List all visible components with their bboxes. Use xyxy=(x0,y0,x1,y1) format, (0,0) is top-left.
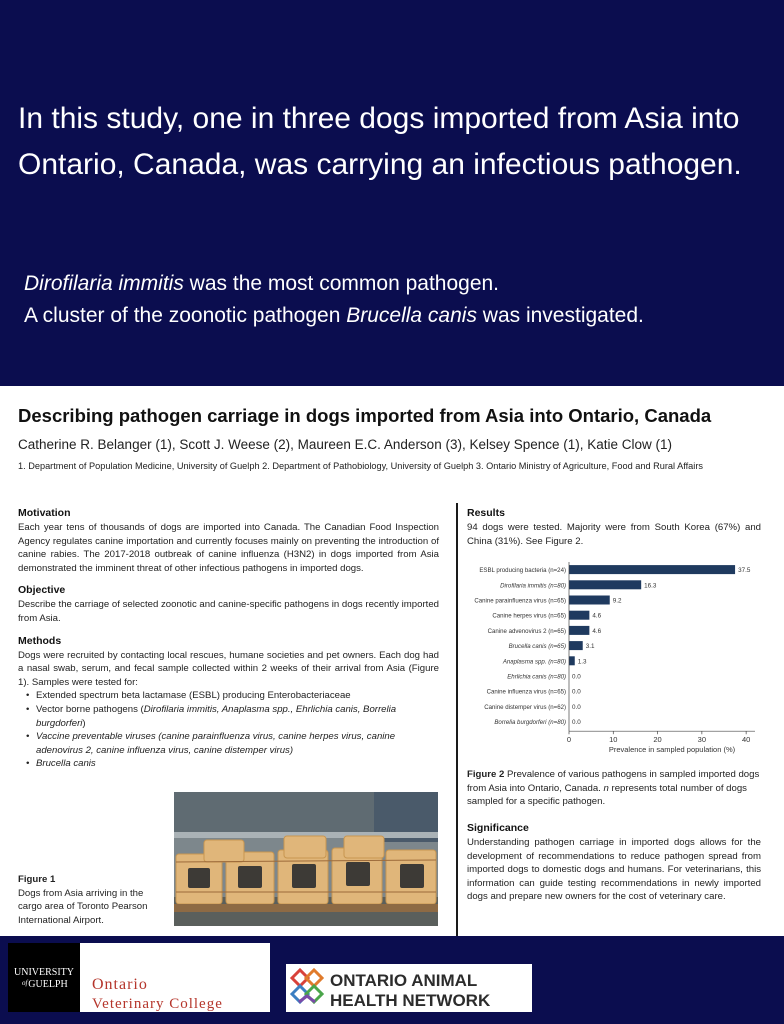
author-list: Catherine R. Belanger (1), Scott J. Weese (2), Maureen E.C. Anderson (3), Kelsey Spence (1), Katie Clow (1) xyxy=(18,437,673,452)
figure-caption-text-post: represents total number of dogs sampled for a specific pathogen. xyxy=(467,782,747,808)
data-label: 0.0 xyxy=(572,719,581,727)
pathogen-name: Dirofilaria immitis xyxy=(24,272,184,295)
methods-list xyxy=(18,689,439,771)
category-label: Canine herpes virus (n=65) xyxy=(492,612,566,620)
section-heading: Significance xyxy=(467,822,529,834)
figure-1-photo xyxy=(174,792,438,926)
data-label: 0.0 xyxy=(572,703,581,711)
significance-section xyxy=(467,822,761,904)
data-label: 0.0 xyxy=(572,688,581,696)
summary-headline: In this study, one in three dogs imported from Asia into Ontario, Canada, was carrying an infectious pathogen. xyxy=(18,102,742,181)
summary-line-2-post: was investigated. xyxy=(476,304,644,327)
section-heading: Objective xyxy=(18,584,66,597)
figure-2-caption xyxy=(467,768,761,809)
prevalence-bar-chart xyxy=(467,560,761,765)
bar xyxy=(569,611,589,620)
category-label: Canine parainfluenza virus (n=65) xyxy=(474,597,566,605)
university-of-guelph-logo xyxy=(8,943,80,1012)
summary-line-2 xyxy=(24,300,764,332)
figure-label: Figure 2 xyxy=(467,769,505,780)
summary-subtext xyxy=(24,268,764,332)
left-column xyxy=(18,507,439,780)
figure-2-chart xyxy=(467,560,761,765)
guelph-logo-line-2: GUELPH xyxy=(28,979,68,990)
methods-section xyxy=(18,635,439,771)
oahn-logo-line-2: HEALTH NETWORK xyxy=(330,991,491,1010)
x-tick-label: 0 xyxy=(566,735,572,745)
data-label: 16.3 xyxy=(644,582,657,590)
category-label: ESBL producing bacteria (n=24) xyxy=(479,567,566,575)
data-label: 9.2 xyxy=(612,597,622,605)
right-column xyxy=(467,507,761,557)
bar xyxy=(569,596,610,605)
bar xyxy=(569,641,583,650)
section-text: Each year tens of thousands of dogs are imported into Canada. The Canadian Food Inspection Agency regulates canine importation and currently focuses mainly on preventing the introduction of canine rabies. The 2017-2018 outbreak of canine influenza (H3N2) in dogs imported from Asia demonstrated the imminent threat of other infectious pathogens in imported dogs. xyxy=(18,522,439,574)
category-label: Dirofilaria immitis (n=80) xyxy=(500,582,566,590)
x-tick-label: 40 xyxy=(741,735,751,745)
category-label: Canine influenza virus (n=65) xyxy=(486,688,566,696)
section-text: Describe the carriage of selected zoonotic and canine-specific pathogens in dogs recently imported from Asia. xyxy=(18,599,439,624)
poster-title: Describing pathogen carriage in dogs imported from Asia into Ontario, Canada xyxy=(18,405,712,426)
bar xyxy=(569,656,575,665)
x-tick-label: 10 xyxy=(609,735,618,745)
summary-line-1-text: was the most common pathogen. xyxy=(183,272,500,295)
column-divider xyxy=(456,503,458,936)
summary-line-1 xyxy=(24,268,764,300)
category-label: Borrelia burgdorferi (n=80) xyxy=(494,719,566,727)
list-item: • Brucella canis xyxy=(26,757,439,771)
results-section xyxy=(467,507,761,548)
oahn-logo-mark xyxy=(286,964,532,1012)
list-item-post: ) xyxy=(82,717,86,729)
data-label: 3.1 xyxy=(585,643,595,651)
ovc-logo-line-1: Ontario xyxy=(92,976,148,993)
data-label: 4.6 xyxy=(592,612,602,620)
figure-label: Figure 1 xyxy=(18,874,56,885)
section-text: Understanding pathogen carriage in imported dogs allows for the development of recommendations to reduce pathogen spread from imported dogs to domestic dogs and humans. For veterinarians, this information can guide testing recommendations in newly imported dogs and prepare new owners for the cost of veterinary care. xyxy=(467,837,761,903)
x-tick-label: 20 xyxy=(653,735,662,745)
objective-section xyxy=(18,584,439,625)
crates-illustration xyxy=(174,792,438,926)
figure-caption-n: n xyxy=(603,782,609,794)
data-label: 4.6 xyxy=(592,627,602,635)
figure-1-caption xyxy=(18,873,168,927)
category-label: Canine distemper virus (n=62) xyxy=(484,703,566,711)
category-label: Anaplasma spp. (n=80) xyxy=(502,658,566,666)
x-axis-title: Prevalence in sampled population (%) xyxy=(608,745,736,755)
data-label: 37.5 xyxy=(738,567,751,575)
oahn-logo-line-1: ONTARIO ANIMAL xyxy=(330,971,478,990)
list-item xyxy=(26,703,439,730)
bar xyxy=(569,580,641,589)
affiliations: 1. Department of Population Medicine, University of Guelph 2. Department of Pathobiology, University of Guelph 3. Ontario Ministry of Agriculture, Food and Rural Affairs xyxy=(18,461,703,471)
bar xyxy=(569,626,589,635)
section-heading: Methods xyxy=(18,634,62,647)
ovc-logo-line-2: Veterinary College xyxy=(92,996,223,1012)
data-label: 0.0 xyxy=(572,673,581,681)
data-label: 1.3 xyxy=(577,658,587,666)
ovc-logo-mark xyxy=(80,943,270,1012)
x-tick-label: 30 xyxy=(697,735,707,745)
pathogen-name: Brucella canis xyxy=(346,304,477,327)
list-item-pre: Vector borne pathogens ( xyxy=(36,703,144,715)
guelph-logo-of: of xyxy=(22,979,28,987)
category-label: Brucella canis (n=65) xyxy=(508,643,566,651)
figure-caption-text: Prevalence of various pathogens in sampled imported dogs from Asia into Ontario, Canada. xyxy=(467,769,760,794)
section-text: Dogs were recruited by contacting local rescues, humane societies and pet owners. Each dog had a nasal swab, serum, and fecal sample collected within 2 weeks of their arrival from Asia (Figure 1). Samples were tested for: xyxy=(18,649,439,688)
summary-line-2-pre: A cluster of the zoonotic pathogen xyxy=(24,304,347,327)
section-text: 94 dogs were tested. Majority were from South Korea (67%) and China (31%). See Figure 2. xyxy=(467,522,761,547)
guelph-logo-mark xyxy=(8,943,80,1012)
summary-banner xyxy=(0,0,784,386)
motivation-section xyxy=(18,507,439,575)
bar xyxy=(569,565,735,574)
guelph-logo-line-1: UNIVERSITY xyxy=(14,967,74,978)
category-label: Canine advenovirus 2 (n=65) xyxy=(487,627,566,635)
list-item: • Vaccine preventable viruses (canine parainfluenza virus, canine herpes virus, canine adenovirus 2, canine influenza virus, canine distemper virus) xyxy=(26,730,439,757)
category-label: Ehrlichia canis (n=80) xyxy=(507,673,566,681)
figure-caption-text: Dogs from Asia arriving in the cargo area of Toronto Pearson International Airport. xyxy=(18,887,148,926)
list-item: • Extended spectrum beta lactamase (ESBL) producing Enterobacteriaceae xyxy=(26,689,439,703)
pathogen-names: Dirofilaria immitis, Anaplasma spp., Ehrlichia canis, Borrelia burgdorferi xyxy=(36,703,397,729)
section-heading: Results xyxy=(467,507,505,519)
ontario-animal-health-network-logo xyxy=(286,964,532,1012)
ontario-veterinary-college-logo xyxy=(80,943,270,1012)
section-heading: Motivation xyxy=(18,507,71,519)
